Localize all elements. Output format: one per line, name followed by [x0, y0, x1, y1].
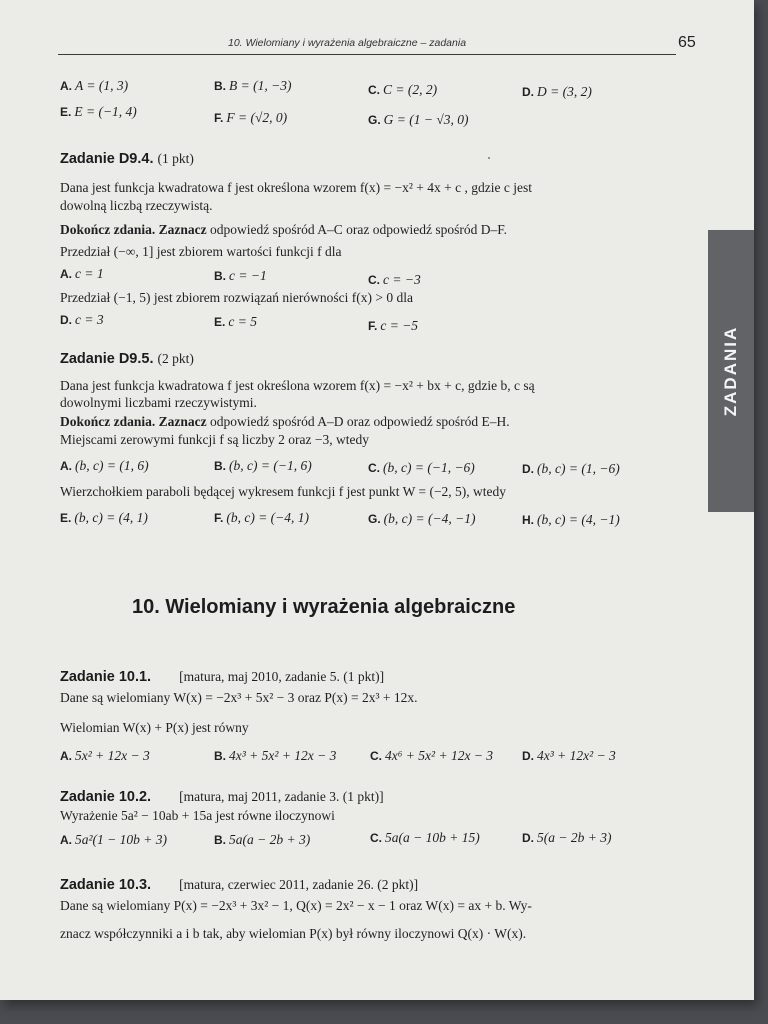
task-10-2-title: Zadanie 10.2. [matura, maj 2011, zadanie 3. (1 pkt)] — [60, 789, 384, 805]
task-10-2-option-c: C. 5a(a − 10b + 15) — [370, 830, 480, 845]
task-d95-option-g: G. (b, c) = (−4, −1) — [368, 511, 476, 526]
prev-option-g: G. G = (1 − √3, 0) — [368, 112, 469, 127]
task-d94-option-a: A. c = 1 — [60, 266, 104, 281]
prev-option-a: A. A = (1, 3) — [60, 78, 129, 93]
task-10-1-option-b: B. 4x³ + 5x² + 12x − 3 — [214, 748, 337, 763]
task-d94-instruction: Dokończ zdania. Zaznacz odpowiedź spośród A–C oraz odpowiedź spośród D–F. — [60, 222, 508, 237]
task-10-3-text-1: Dane są wielomiany P(x) = −2x³ + 3x² − 1, Q(x) = 2x² − x − 1 oraz W(x) = ax + b. Wy- — [60, 898, 532, 913]
task-d95-question-2: Wierzchołkiem paraboli będącej wykresem funkcji f jest punkt W = (−2, 5), wtedy — [60, 484, 507, 499]
task-10-1-text-2: Wielomian W(x) + P(x) jest równy — [60, 720, 249, 735]
task-d95-title: Zadanie D9.5. (2 pkt) — [60, 351, 194, 367]
running-header — [58, 36, 676, 55]
task-d95-question-1: Miejscami zerowymi funkcji f są liczby 2 oraz −3, wtedy — [60, 432, 370, 447]
task-10-1-title: Zadanie 10.1. [matura, maj 2010, zadanie 5. (1 pkt)] — [60, 669, 385, 685]
task-d94-option-f: F. c = −5 — [368, 318, 419, 333]
task-10-1-option-d: D. 4x³ + 12x² − 3 — [522, 748, 616, 763]
task-10-1-option-a: A. 5x² + 12x − 3 — [60, 748, 150, 763]
prev-option-f: F. F = (√2, 0) — [214, 110, 288, 125]
prev-option-e: E. E = (−1, 4) — [60, 104, 137, 119]
prev-option-d: D. D = (3, 2) — [522, 84, 592, 99]
task-d95-option-a: A. (b, c) = (1, 6) — [60, 458, 149, 473]
task-d94-option-e: E. c = 5 — [214, 314, 257, 329]
task-d94-question-1: Przedział (−∞, 1] jest zbiorem wartości funkcji f dla — [60, 244, 342, 259]
task-10-2-option-b: B. 5a(a − 2b + 3) — [214, 832, 311, 847]
task-10-2-option-a: A. 5a²(1 − 10b + 3) — [60, 832, 168, 847]
prev-option-b: B. B = (1, −3) — [214, 78, 292, 93]
task-d94-text-1: Dana jest funkcja kwadratowa f jest określona wzorem f(x) = −x² + 4x + c , gdzie c jest — [60, 180, 532, 195]
task-d95-text-1: Dana jest funkcja kwadratowa f jest określona wzorem f(x) = −x² + bx + c, gdzie b, c są — [60, 378, 535, 393]
side-tab — [708, 230, 754, 512]
task-d95-option-h: H. (b, c) = (4, −1) — [522, 512, 620, 527]
task-10-2-text-1: Wyrażenie 5a² − 10ab + 15a jest równe iloczynowi — [60, 808, 335, 823]
task-d95-option-b: B. (b, c) = (−1, 6) — [214, 458, 312, 473]
task-10-3-title: Zadanie 10.3. [matura, czerwiec 2011, zadanie 26. (2 pkt)] — [60, 877, 419, 893]
task-d95-instruction: Dokończ zdania. Zaznacz odpowiedź spośród A–D oraz odpowiedź spośród E–H. — [60, 414, 510, 429]
task-10-3-text-2: znacz współczynniki a i b tak, aby wielomian P(x) był równy iloczynowi Q(x) · W(x). — [60, 926, 527, 941]
task-d94-option-d: D. c = 3 — [60, 312, 104, 327]
task-d94-option-c: C. c = −3 — [368, 272, 421, 287]
task-d95-text-2: dowolnymi liczbami rzeczywistymi. — [60, 395, 257, 410]
page-number: 65 — [678, 34, 696, 51]
task-d94-text-2: dowolną liczbą rzeczywistą. — [60, 198, 213, 213]
task-10-2-option-d: D. 5(a − 2b + 3) — [522, 830, 612, 845]
task-10-1-option-c: C. 4x⁶ + 5x² + 12x − 3 — [370, 748, 494, 763]
prev-option-c: C. C = (2, 2) — [368, 82, 438, 97]
task-10-1-text-1: Dane są wielomiany W(x) = −2x³ + 5x² − 3 oraz P(x) = 2x³ + 12x. — [60, 690, 418, 705]
task-d95-option-e: E. (b, c) = (4, 1) — [60, 510, 148, 525]
running-title: 10. Wielomiany i wyrażenia algebraiczne – zadania — [228, 37, 467, 49]
task-d95-option-c: C. (b, c) = (−1, −6) — [368, 460, 475, 475]
task-d95-option-d: D. (b, c) = (1, −6) — [522, 461, 620, 476]
task-d95-option-f: F. (b, c) = (−4, 1) — [214, 510, 310, 525]
speck — [488, 157, 490, 159]
task-d94-question-2: Przedział (−1, 5) jest zbiorem rozwiązań nierówności f(x) > 0 dla — [60, 290, 413, 305]
task-d94-option-b: B. c = −1 — [214, 268, 267, 283]
section-title: 10. Wielomiany i wyrażenia algebraiczne — [132, 596, 516, 618]
side-tab-label: ZADANIA — [721, 325, 740, 417]
task-d94-title: Zadanie D9.4. (1 pkt) — [60, 151, 194, 167]
